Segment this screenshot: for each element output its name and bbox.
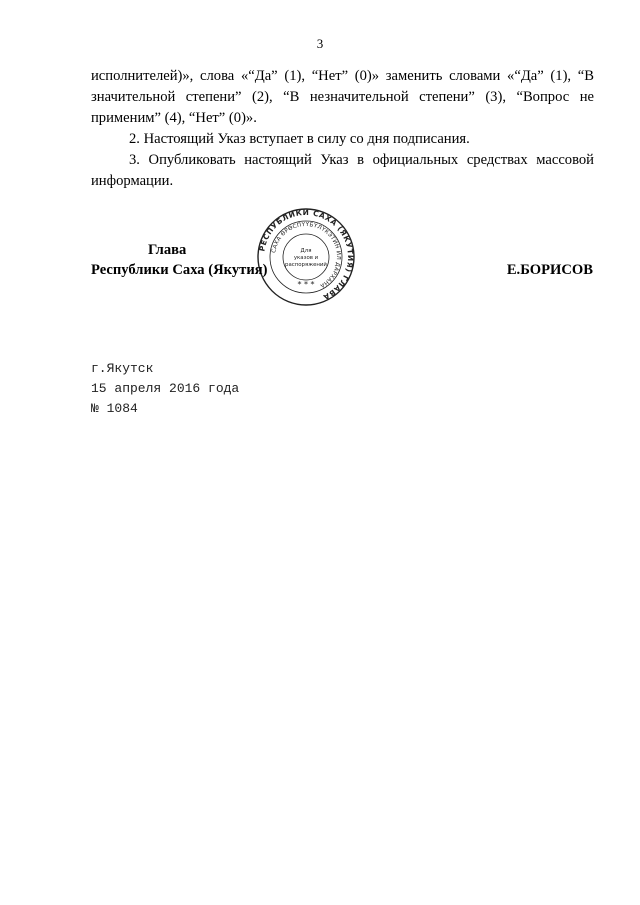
page-number: 3 bbox=[316, 36, 324, 51]
paragraph-item-2: 2. Настоящий Указ вступает в силу со дня подписания. bbox=[129, 131, 470, 147]
document-place-date bbox=[91, 359, 239, 419]
seal-center-line-1: Для bbox=[300, 248, 312, 254]
signatory-name: Е.БОРИСОВ bbox=[506, 262, 593, 278]
date-line: 15 апреля 2016 года bbox=[91, 381, 240, 396]
seal-center-line-3: распоряжений bbox=[285, 262, 327, 268]
signature-title-line-2: Республики Саха (Якутия) bbox=[91, 262, 268, 278]
seal-stars: * * * bbox=[297, 280, 315, 289]
seal-inner-text: САХА ӨРӨСПҮҮБҮЛҮКЭТИН ИЛ ДАРХАНА bbox=[271, 221, 342, 289]
document-body bbox=[91, 66, 594, 192]
paragraph-continuation: исполнителей)», слова «“Да” (1), “Нет” (0)» заменить словами «“Да” (1), “В значительной степени” (2), “В незначительной степени” (3), “Вопрос не применим” (4), “Нет” (0)». bbox=[91, 68, 594, 126]
seal-outer-text: РЕСПУБЛИКИ САХА (ЯКУТИЯ) ГЛАВА bbox=[257, 207, 356, 303]
signature-title-line-1: Глава bbox=[148, 242, 187, 258]
paragraph-item-3: 3. Опубликовать настоящий Указ в официальных средствах массовой информации. bbox=[91, 152, 594, 189]
seal-center-line-2: указов и bbox=[293, 255, 319, 261]
decree-number-line: № 1084 bbox=[91, 401, 138, 416]
official-seal bbox=[256, 207, 356, 307]
city-line: г.Якутск bbox=[91, 361, 154, 376]
